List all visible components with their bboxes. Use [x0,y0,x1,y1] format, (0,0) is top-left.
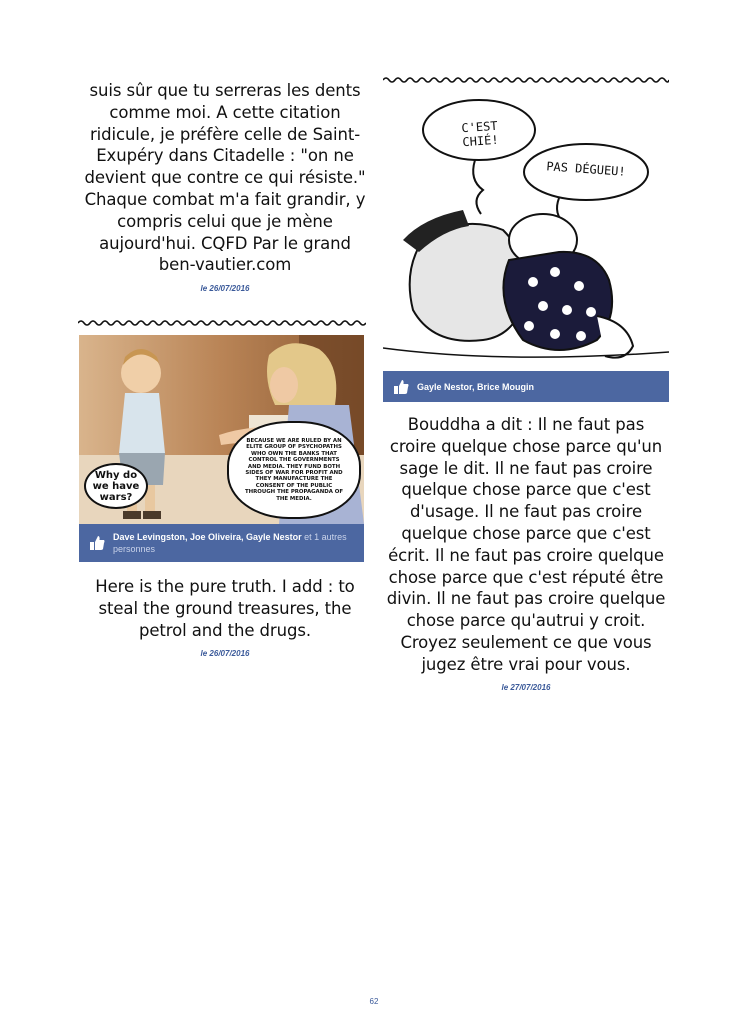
like-more-link[interactable]: et 1 autres personnes [113,532,347,554]
like-names [113,531,364,555]
like-names-text: Gayle Nestor, Brice Mougin [417,381,535,392]
wavy-divider-right [383,76,669,84]
bubble-text-2: PAS DÉGUEU! [545,159,627,179]
like-bar-post3[interactable] [383,371,669,402]
speech-bubble-child [84,463,148,509]
like-bar-post2[interactable] [79,524,364,562]
cartoon-image[interactable] [383,90,669,371]
post-text-2: Here is the pure truth. I add : to steal the ground treasures, the petrol and the drugs. [95,577,355,640]
thumbs-up-icon [89,535,105,551]
post-text-1: suis sûr que tu serreras les dents comme moi. A cette citation ridicule, je préfère celle de Saint-Exupéry dans Citadelle : "on ne devient que contre ce qui résiste." Chaque combat m'a fait grandir, y compris celui que je mène aujourd'hui. CQFD Par le grand ben-vautier.com [84,81,366,275]
post-text-3: Bouddha a dit : Il ne faut pas croire quelque chose parce qu'un sage le dit. Il ne faut pas croire quelque chose parce que c'est d'usage. Il ne faut pas croire quelque chose parce que c'est écrit. Il ne faut pas croire quelque chose parce que c'est réputé être divin. Il ne faut pas croire quelque chose parce qu'autrui y croit. Croyez seulement ce que vous jugez être vrai pour vous. [386,415,666,674]
like-names-text: Dave Levingston, Joe Oliveira, Gayle Nestor [113,532,302,542]
like-names [417,381,534,393]
thumbs-up-icon [393,379,409,395]
war-meme-image[interactable] [79,335,364,524]
page-number: 62 [369,997,379,1006]
post-date-2: le 26/07/2016 [200,649,250,658]
speech-bubble-adult [227,421,361,519]
wavy-divider-left [78,319,366,327]
post-date-3: le 27/07/2016 [501,683,551,692]
post-date-1: le 26/07/2016 [200,284,250,293]
bubble-text-1: C'EST CHIÉ! [461,118,499,150]
speech-text-child: Why do we have wars? [92,469,140,503]
speech-text-adult: BECAUSE WE ARE RULED BY AN ELITE GROUP OF PSYCHOPATHS WHO OWN THE BANKS THAT CONTROL THE GOVERNMENTS AND MEDIA. THEY FUND BOTH SIDES OF WAR FOR PROFIT AND THEY MANUFACTURE THE CONSENT OF THE PUBLIC THROUGH THE PROPAGANDA OF THE MEDIA. [244,437,344,502]
